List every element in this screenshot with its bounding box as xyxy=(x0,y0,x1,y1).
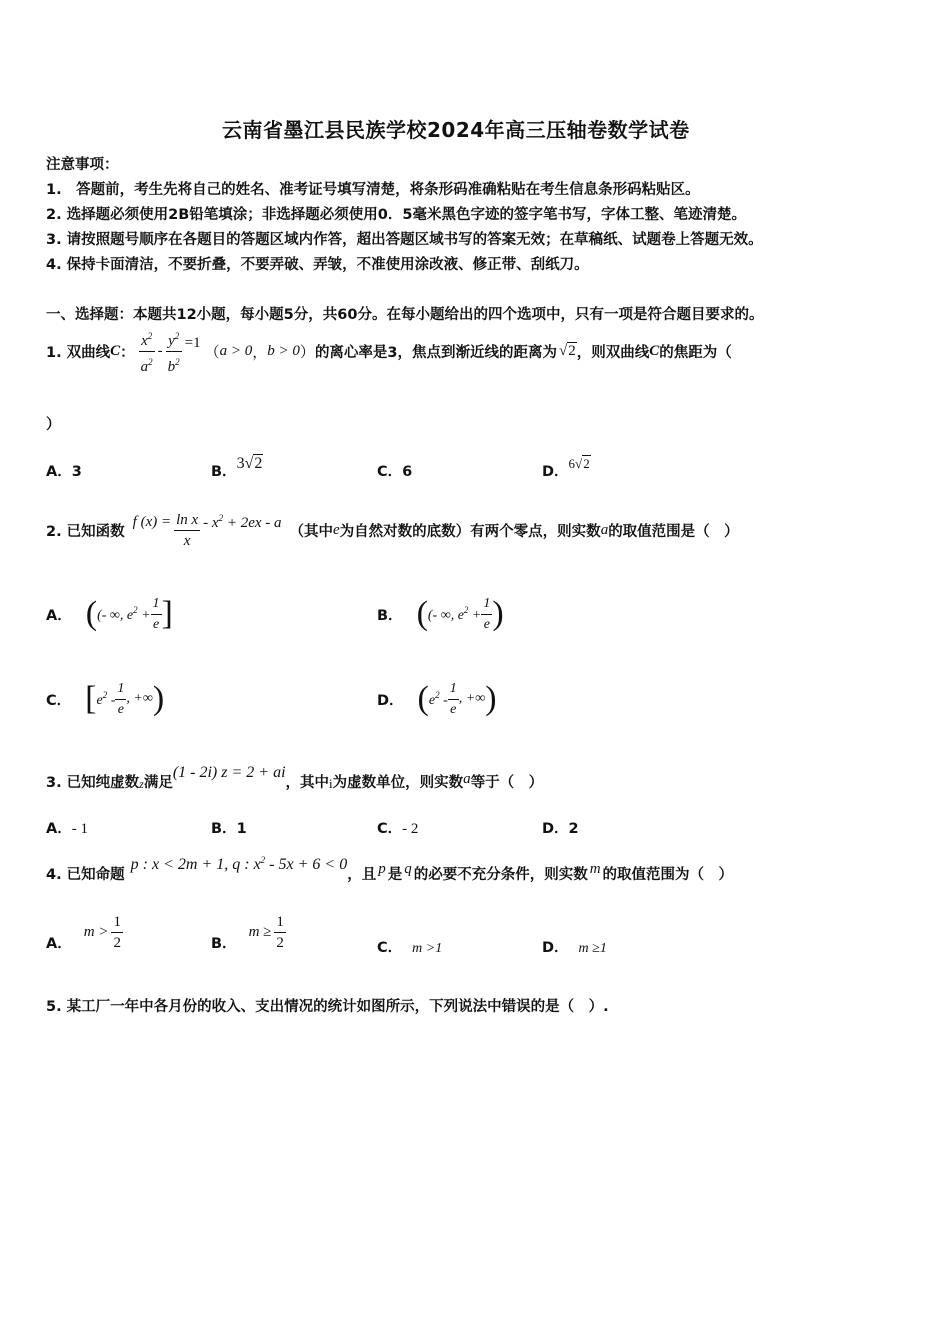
notice-item-3: 3. 请按照题号顺序在各题目的答题区域内作答，超出答题区域书写的答案无效；在草稿纸、试题卷上答题无效。 xyxy=(46,232,763,248)
q3-a: a xyxy=(463,771,471,787)
q3-text3: 为虚数单位，则实数 xyxy=(332,775,464,791)
section-heading: 一、选择题：本题共12小题，每小题5分，共60分。在每小题给出的四个选项中，只有一项是符合题目要求的。 xyxy=(46,307,764,323)
q2-text3: 的取值范围是（ ） xyxy=(608,523,739,540)
q1-option-c[interactable]: C．6 xyxy=(377,464,413,480)
q1-cond-sep: ， xyxy=(252,344,268,361)
q1-prefix: 1. 双曲线 xyxy=(46,344,111,361)
q1-text3: 的焦距为（ xyxy=(659,344,732,361)
notice-item-4: 4. 保持卡面清洁，不要折叠，不要弄破、弄皱，不准使用涂改液、修正带、刮纸刀。 xyxy=(46,257,589,273)
q4-option-c[interactable]: C． m >1 xyxy=(377,940,443,956)
q4-p: p xyxy=(378,861,386,877)
q4-prefix: 4. 已知命题 xyxy=(46,867,125,883)
q3-option-a[interactable]: A．- 1 xyxy=(46,821,88,837)
q1-minus: - xyxy=(157,342,163,359)
q1-sqrt: √2 xyxy=(559,342,576,359)
q4-option-a[interactable]: A． m > $\frac{1}{2}$ xyxy=(46,913,121,952)
q4-text4: 的取值范围为（ ） xyxy=(602,867,734,883)
page-title: 云南省墨江县民族学校2024年高三压轴卷数学试卷 xyxy=(222,118,690,142)
question-1 xyxy=(46,326,732,376)
q1-cond-open: （ xyxy=(204,344,220,361)
q1-colon: ： xyxy=(120,344,135,361)
q3-z: z xyxy=(139,777,144,791)
q3-prefix: 3. 已知纯虚数 xyxy=(46,775,140,791)
q4-text3: 的必要不充分条件，则实数 xyxy=(413,867,588,883)
q1-option-d[interactable]: D．6√2 xyxy=(542,456,590,480)
q4-option-d[interactable]: D． m ≥1 xyxy=(542,940,607,956)
q2-prefix: 2. 已知函数 xyxy=(46,523,125,540)
q1-option-b[interactable]: B．3√2 xyxy=(211,455,263,480)
q2-option-a[interactable]: A． ( (- ∞, $e^2$ + $\frac{1}{e}$ ] xyxy=(46,595,173,632)
q4-expression: p : x < 2m + 1, q : $x^2 - 5x + 6 < 0$ xyxy=(130,855,348,873)
q1-option-a[interactable]: A．3 xyxy=(46,464,82,480)
q4-text1: ，且 xyxy=(347,867,377,883)
q2-option-b[interactable]: B． ( (- ∞, $e^2$ + $\frac{1}{e}$ ) xyxy=(377,595,504,632)
q3-text1: 满足 xyxy=(143,775,173,791)
q3-i: i xyxy=(329,776,333,791)
q1-close-paren: ） xyxy=(46,417,61,433)
question-4 xyxy=(46,852,733,884)
q1-cond-a: a > 0 xyxy=(219,342,253,359)
q2-text2: 为自然对数的底数）有两个零点，则实数 xyxy=(339,523,601,540)
notice-heading: 注意事项： xyxy=(46,157,119,173)
question-5: 5. 某工厂一年中各月份的收入、支出情况的统计如图所示，下列说法中错误的是（ ）. xyxy=(46,999,609,1015)
q1-c-symbol: C xyxy=(110,342,121,359)
q3-option-c[interactable]: C．- 2 xyxy=(377,821,419,837)
q1-cond-b: b > 0 xyxy=(267,342,300,359)
q1-text2: ，则双曲线 xyxy=(576,344,650,361)
q1-cond-close: ） xyxy=(299,344,315,361)
q3-option-d[interactable]: D．2 xyxy=(542,821,579,837)
q1-text1: 的离心率是3，焦点到渐近线的距离为 xyxy=(314,344,558,361)
question-2 xyxy=(46,505,739,555)
notice-item-2: 2. 选择题必须使用2B铅笔填涂；非选择题必须使用0．5毫米黑色字迹的签字笔书写，字体工整、笔迹清楚。 xyxy=(46,207,746,223)
q1-frac-y: $\frac{y^2}{b^2}$ xyxy=(166,326,182,377)
question-3 xyxy=(46,760,543,792)
q3-option-b[interactable]: B．1 xyxy=(211,821,247,837)
q2-text1: （其中 xyxy=(289,523,334,540)
q1-c-symbol-2: C xyxy=(649,342,660,359)
q2-frac: $\frac{\text{ln x}}{x}$ xyxy=(176,511,199,549)
q2-a: a xyxy=(600,521,609,538)
q2-rest: - $x^2 + 2ex - a$ xyxy=(203,512,282,531)
q3-equation: (1 - 2i) z = 2 + ai xyxy=(172,764,286,781)
q3-text2: ，其中 xyxy=(285,775,330,791)
q4-q: q xyxy=(404,861,412,877)
q3-text4: 等于（ ） xyxy=(470,775,544,791)
notice-item-1: 1. 答题前，考生先将自己的姓名、准考证号填写清楚，将条形码准确粘贴在考生信息条形码粘贴区。 xyxy=(46,182,700,198)
q4-option-b[interactable]: B． m ≥ $\frac{1}{2}$ xyxy=(211,913,284,952)
q1-eq1: =1 xyxy=(184,334,201,351)
q2-fx: f (x) = xyxy=(132,513,172,530)
q2-option-d[interactable]: D． ( $e^2$ - $\frac{1}{e}$ , +∞ ) xyxy=(377,680,497,717)
q2-option-c[interactable]: C． [ $e^2$ - $\frac{1}{e}$ , +∞ ) xyxy=(46,680,165,717)
q4-m: m xyxy=(589,861,601,877)
q4-text2: 是 xyxy=(387,867,403,883)
q2-e: e xyxy=(333,521,340,538)
q1-frac-x: $\frac{x^2}{a^2}$ xyxy=(139,326,155,377)
